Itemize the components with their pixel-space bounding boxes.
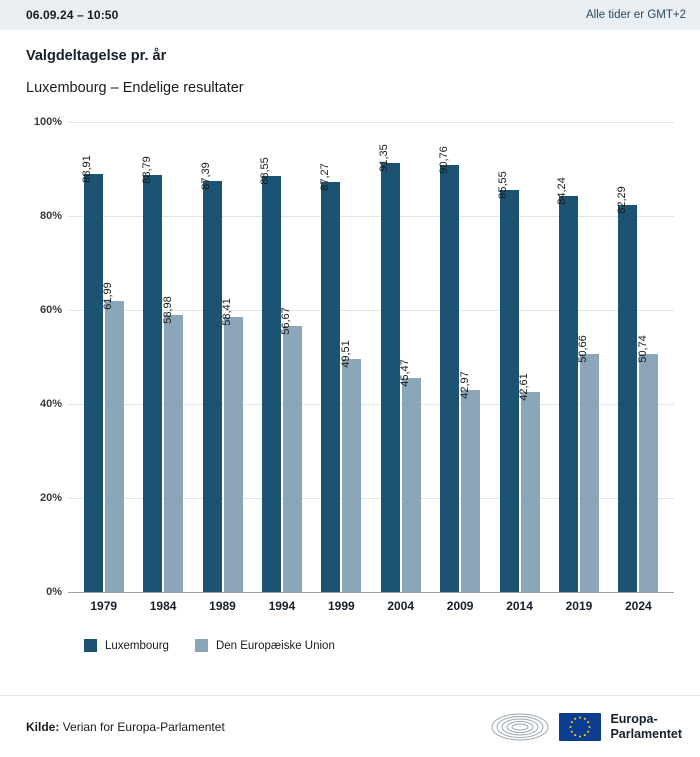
bar[interactable] [221,298,243,592]
eu-flag-icon [559,713,601,741]
bar-value-label: 56,67 [280,306,293,335]
bar[interactable] [518,372,540,592]
eu-stars-icon [568,715,592,739]
chart-subtitle: Luxembourg – Endelige resultater [26,80,244,96]
bar-value-label: 88,55 [259,157,272,185]
legend-item[interactable] [195,639,335,652]
y-axis-tick-label: 80% [39,210,62,222]
legend-label: Den Europæiske Union [215,639,335,652]
bar[interactable] [458,371,480,592]
ep-wordmark-line2: Parlamentet [610,726,682,741]
page-title: Valgdeltagelse pr. år [26,48,167,64]
x-axis-tick-label: 1999 [327,599,355,613]
source-value: Verian for Europa-Parlamentet [62,719,225,734]
y-axis-tick-label: 0% [46,586,62,598]
ep-wordmark [610,712,682,741]
bar[interactable] [577,335,599,592]
timezone-note: Alle tider er GMT+2 [585,9,686,21]
bar-value-label: 61,99 [102,281,115,310]
bar-group [609,122,668,592]
bar[interactable] [161,296,183,592]
bar-group [252,122,311,592]
x-axis-tick-label: 1994 [268,599,296,613]
bar[interactable] [615,186,637,592]
y-axis-tick-label: 40% [39,398,62,410]
x-axis-tick-label: 1984 [149,599,177,613]
bar[interactable] [497,171,519,592]
bar[interactable] [339,340,361,592]
bar-value-label: 50,74 [636,334,649,363]
footer [0,695,700,757]
bar-value-label: 82,29 [615,186,628,215]
bar[interactable] [259,157,281,592]
legend-label: Luxembourg [105,639,169,652]
bar[interactable] [636,334,658,592]
ep-logo [490,712,682,742]
y-axis-tick-label: 20% [39,492,62,504]
x-axis-tick-label: 1989 [209,599,236,613]
bar-group [312,122,371,592]
source-label: Kilde: [26,719,60,734]
x-axis [26,592,674,613]
source-note [26,720,225,734]
bar[interactable] [318,163,340,592]
bar-value-label: 85,55 [497,171,510,199]
bar-group [490,122,549,592]
bar-group [371,122,430,592]
bar[interactable] [81,155,103,592]
x-axis-tick-label: 1979 [90,599,118,613]
chart-header [0,30,700,96]
bar-value-label: 84,24 [556,177,569,205]
bar-value-label: 58,41 [221,298,234,327]
bar[interactable] [140,155,162,592]
x-axis-tick-label: 2019 [565,599,593,613]
bar-group [74,122,133,592]
parliament-wave-icon [490,712,550,742]
x-axis-tick-label: 2009 [446,599,474,613]
y-axis [26,116,68,598]
gridline [68,592,674,593]
bar[interactable] [378,143,400,592]
bar[interactable] [280,306,302,592]
bar[interactable] [200,162,222,592]
legend-swatch [84,639,97,652]
legend-swatch [195,639,208,652]
chart-legend [26,639,674,652]
bar-value-label: 42,97 [458,371,471,399]
bar-group [193,122,252,592]
bar[interactable] [437,146,459,592]
bar-value-label: 45,47 [399,359,412,388]
x-axis-tick-label: 2004 [387,599,415,613]
bar-value-label: 91,35 [378,143,391,172]
bar-group [133,122,192,592]
bar[interactable] [102,281,124,592]
chart-plot-area [26,116,674,598]
bar-group [430,122,489,592]
bar[interactable] [399,359,421,592]
x-axis-tick-label: 2014 [506,599,533,613]
bar-value-label: 58,98 [161,296,174,324]
x-axis-tick-label: 2024 [625,599,652,613]
bar-value-label: 49,51 [339,340,352,369]
bar-value-label: 42,61 [518,372,531,401]
bar-group [549,122,608,592]
bar[interactable] [556,177,578,592]
bar-value-label: 50,66 [577,335,590,363]
bar-value-label: 90,76 [437,146,450,175]
bar-value-label: 87,39 [200,162,213,191]
status-bar [0,0,700,30]
y-axis-tick-label: 100% [33,116,62,128]
timestamp: 06.09.24 – 10:50 [26,8,119,22]
bar-groups [68,122,674,592]
bar-value-label: 88,79 [140,155,153,184]
y-axis-tick-label: 60% [39,304,62,316]
bar-value-label: 87,27 [318,163,331,191]
bar-value-label: 88,91 [81,155,94,183]
ep-wordmark-line1: Europa- [610,712,658,727]
legend-item[interactable] [84,639,169,652]
